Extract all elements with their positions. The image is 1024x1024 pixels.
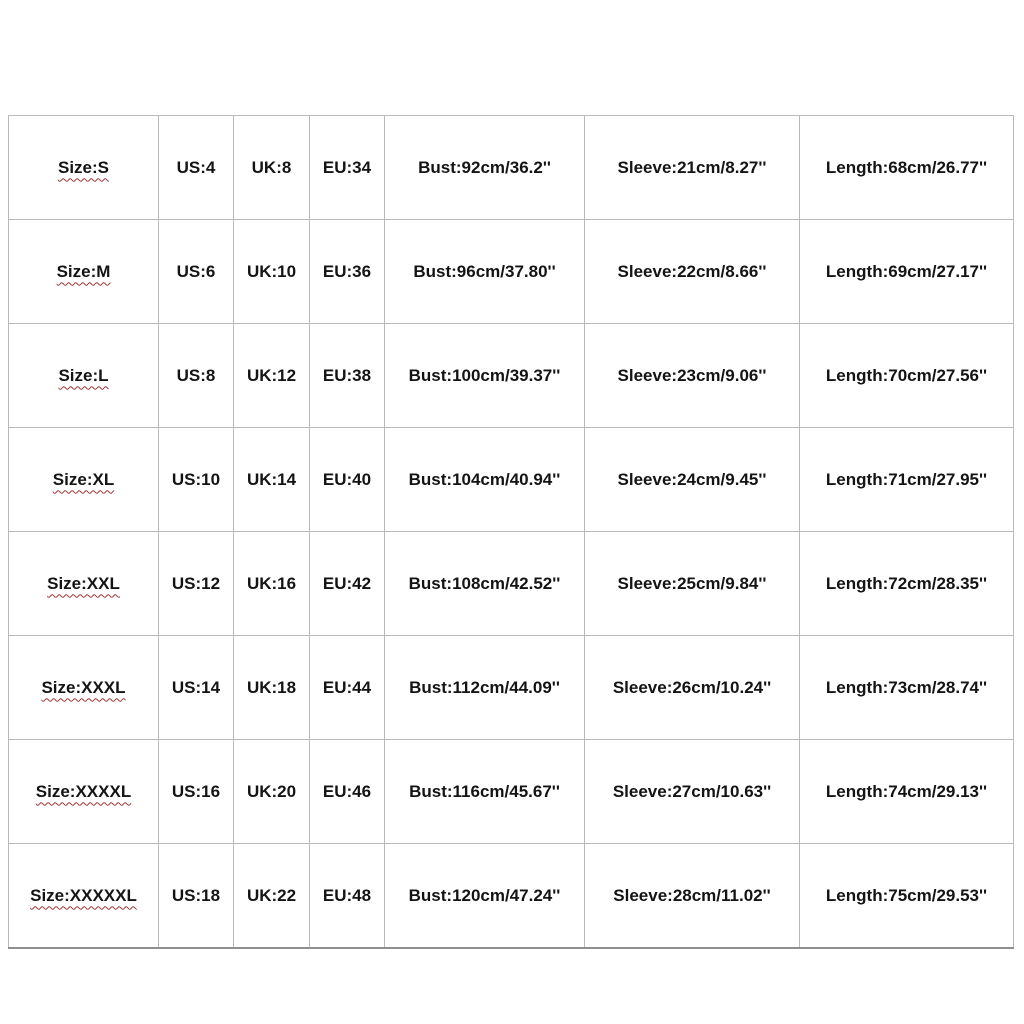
- sleeve-cell: [585, 428, 800, 532]
- bust-value: Bust:92cm/36.2'': [418, 157, 551, 177]
- size-label: Size:M: [56, 261, 111, 281]
- bust-value: Bust:120cm/47.24'': [408, 885, 561, 905]
- length-cell: [800, 220, 1014, 324]
- eu-cell: [310, 116, 385, 220]
- eu-value: EU:46: [322, 781, 372, 801]
- sleeve-value: Sleeve:21cm/8.27'': [617, 157, 767, 177]
- uk-cell: [234, 324, 310, 428]
- size-label: Size:XXXXXL: [30, 885, 137, 905]
- length-value: Length:75cm/29.53'': [825, 885, 988, 905]
- eu-value: EU:48: [322, 885, 372, 905]
- sleeve-cell: [585, 324, 800, 428]
- length-cell: [800, 428, 1014, 532]
- size-cell: [9, 428, 159, 532]
- eu-cell: [310, 532, 385, 636]
- size-cell: [9, 116, 159, 220]
- length-cell: [800, 740, 1014, 844]
- bust-cell: [385, 532, 585, 636]
- sleeve-cell: [585, 220, 800, 324]
- uk-cell: [234, 116, 310, 220]
- bust-cell: [385, 844, 585, 949]
- us-cell: [159, 428, 234, 532]
- length-value: Length:71cm/27.95'': [825, 469, 988, 489]
- table-row: [9, 636, 1014, 740]
- bust-value: Bust:100cm/39.37'': [408, 365, 561, 385]
- eu-cell: [310, 220, 385, 324]
- sleeve-cell: [585, 636, 800, 740]
- size-label: Size:XXL: [47, 573, 120, 593]
- table-row: [9, 844, 1014, 949]
- table-row: [9, 428, 1014, 532]
- sleeve-value: Sleeve:28cm/11.02'': [613, 885, 771, 905]
- bust-cell: [385, 220, 585, 324]
- bust-cell: [385, 324, 585, 428]
- size-label: Size:XXXL: [41, 677, 126, 697]
- length-value: Length:72cm/28.35'': [825, 573, 988, 593]
- us-cell: [159, 324, 234, 428]
- length-cell: [800, 844, 1014, 949]
- bust-value: Bust:96cm/37.80'': [413, 261, 556, 281]
- size-cell: [9, 844, 159, 949]
- us-value: US:18: [171, 885, 221, 905]
- table-row: [9, 740, 1014, 844]
- table-row: [9, 532, 1014, 636]
- eu-cell: [310, 844, 385, 949]
- us-cell: [159, 220, 234, 324]
- uk-value: UK:8: [251, 157, 292, 177]
- eu-value: EU:34: [322, 157, 372, 177]
- size-cell: [9, 740, 159, 844]
- eu-value: EU:38: [322, 365, 372, 385]
- sleeve-cell: [585, 116, 800, 220]
- sleeve-value: Sleeve:27cm/10.63'': [612, 781, 772, 801]
- size-label: Size:S: [57, 157, 110, 177]
- eu-value: EU:44: [322, 677, 372, 697]
- us-cell: [159, 532, 234, 636]
- uk-cell: [234, 636, 310, 740]
- uk-value: UK:22: [246, 885, 297, 905]
- eu-cell: [310, 636, 385, 740]
- uk-value: UK:10: [246, 261, 297, 281]
- length-cell: [800, 324, 1014, 428]
- bust-value: Bust:108cm/42.52'': [408, 573, 561, 593]
- uk-value: UK:14: [246, 469, 297, 489]
- eu-value: EU:36: [322, 261, 372, 281]
- us-value: US:16: [171, 781, 221, 801]
- table-row: [9, 220, 1014, 324]
- us-value: US:6: [176, 261, 216, 281]
- uk-cell: [234, 428, 310, 532]
- bust-cell: [385, 428, 585, 532]
- sleeve-cell: [585, 844, 800, 949]
- length-value: Length:68cm/26.77'': [825, 157, 988, 177]
- us-value: US:8: [176, 365, 216, 385]
- size-label: Size:XL: [52, 469, 115, 489]
- table-row: [9, 324, 1014, 428]
- uk-value: UK:20: [246, 781, 297, 801]
- us-value: US:12: [171, 573, 221, 593]
- size-chart-table: [8, 115, 1014, 949]
- uk-cell: [234, 220, 310, 324]
- uk-value: UK:16: [246, 573, 297, 593]
- length-value: Length:70cm/27.56'': [825, 365, 988, 385]
- sleeve-value: Sleeve:22cm/8.66'': [617, 261, 767, 281]
- sleeve-value: Sleeve:25cm/9.84'': [617, 573, 767, 593]
- eu-value: EU:42: [322, 573, 372, 593]
- eu-cell: [310, 740, 385, 844]
- us-value: US:10: [171, 469, 221, 489]
- uk-value: UK:12: [246, 365, 297, 385]
- bust-cell: [385, 116, 585, 220]
- eu-cell: [310, 428, 385, 532]
- bust-cell: [385, 740, 585, 844]
- size-cell: [9, 636, 159, 740]
- uk-cell: [234, 532, 310, 636]
- bust-value: Bust:116cm/45.67'': [409, 781, 560, 801]
- bust-cell: [385, 636, 585, 740]
- sleeve-value: Sleeve:26cm/10.24'': [612, 677, 772, 697]
- bust-value: Bust:104cm/40.94'': [408, 469, 561, 489]
- size-cell: [9, 532, 159, 636]
- us-value: US:4: [176, 157, 216, 177]
- us-cell: [159, 740, 234, 844]
- bust-value: Bust:112cm/44.09'': [409, 677, 560, 697]
- us-cell: [159, 636, 234, 740]
- sleeve-cell: [585, 532, 800, 636]
- size-label: Size:XXXXL: [35, 781, 132, 801]
- us-cell: [159, 844, 234, 949]
- table-row: [9, 116, 1014, 220]
- uk-cell: [234, 844, 310, 949]
- length-cell: [800, 636, 1014, 740]
- length-value: Length:73cm/28.74'': [825, 677, 988, 697]
- length-cell: [800, 532, 1014, 636]
- us-value: US:14: [171, 677, 221, 697]
- sleeve-cell: [585, 740, 800, 844]
- sleeve-value: Sleeve:23cm/9.06'': [617, 365, 767, 385]
- length-value: Length:74cm/29.13'': [825, 781, 988, 801]
- size-cell: [9, 220, 159, 324]
- us-cell: [159, 116, 234, 220]
- uk-value: UK:18: [246, 677, 297, 697]
- uk-cell: [234, 740, 310, 844]
- sleeve-value: Sleeve:24cm/9.45'': [617, 469, 767, 489]
- size-label: Size:L: [58, 365, 109, 385]
- length-value: Length:69cm/27.17'': [825, 261, 988, 281]
- size-cell: [9, 324, 159, 428]
- eu-cell: [310, 324, 385, 428]
- eu-value: EU:40: [322, 469, 372, 489]
- length-cell: [800, 116, 1014, 220]
